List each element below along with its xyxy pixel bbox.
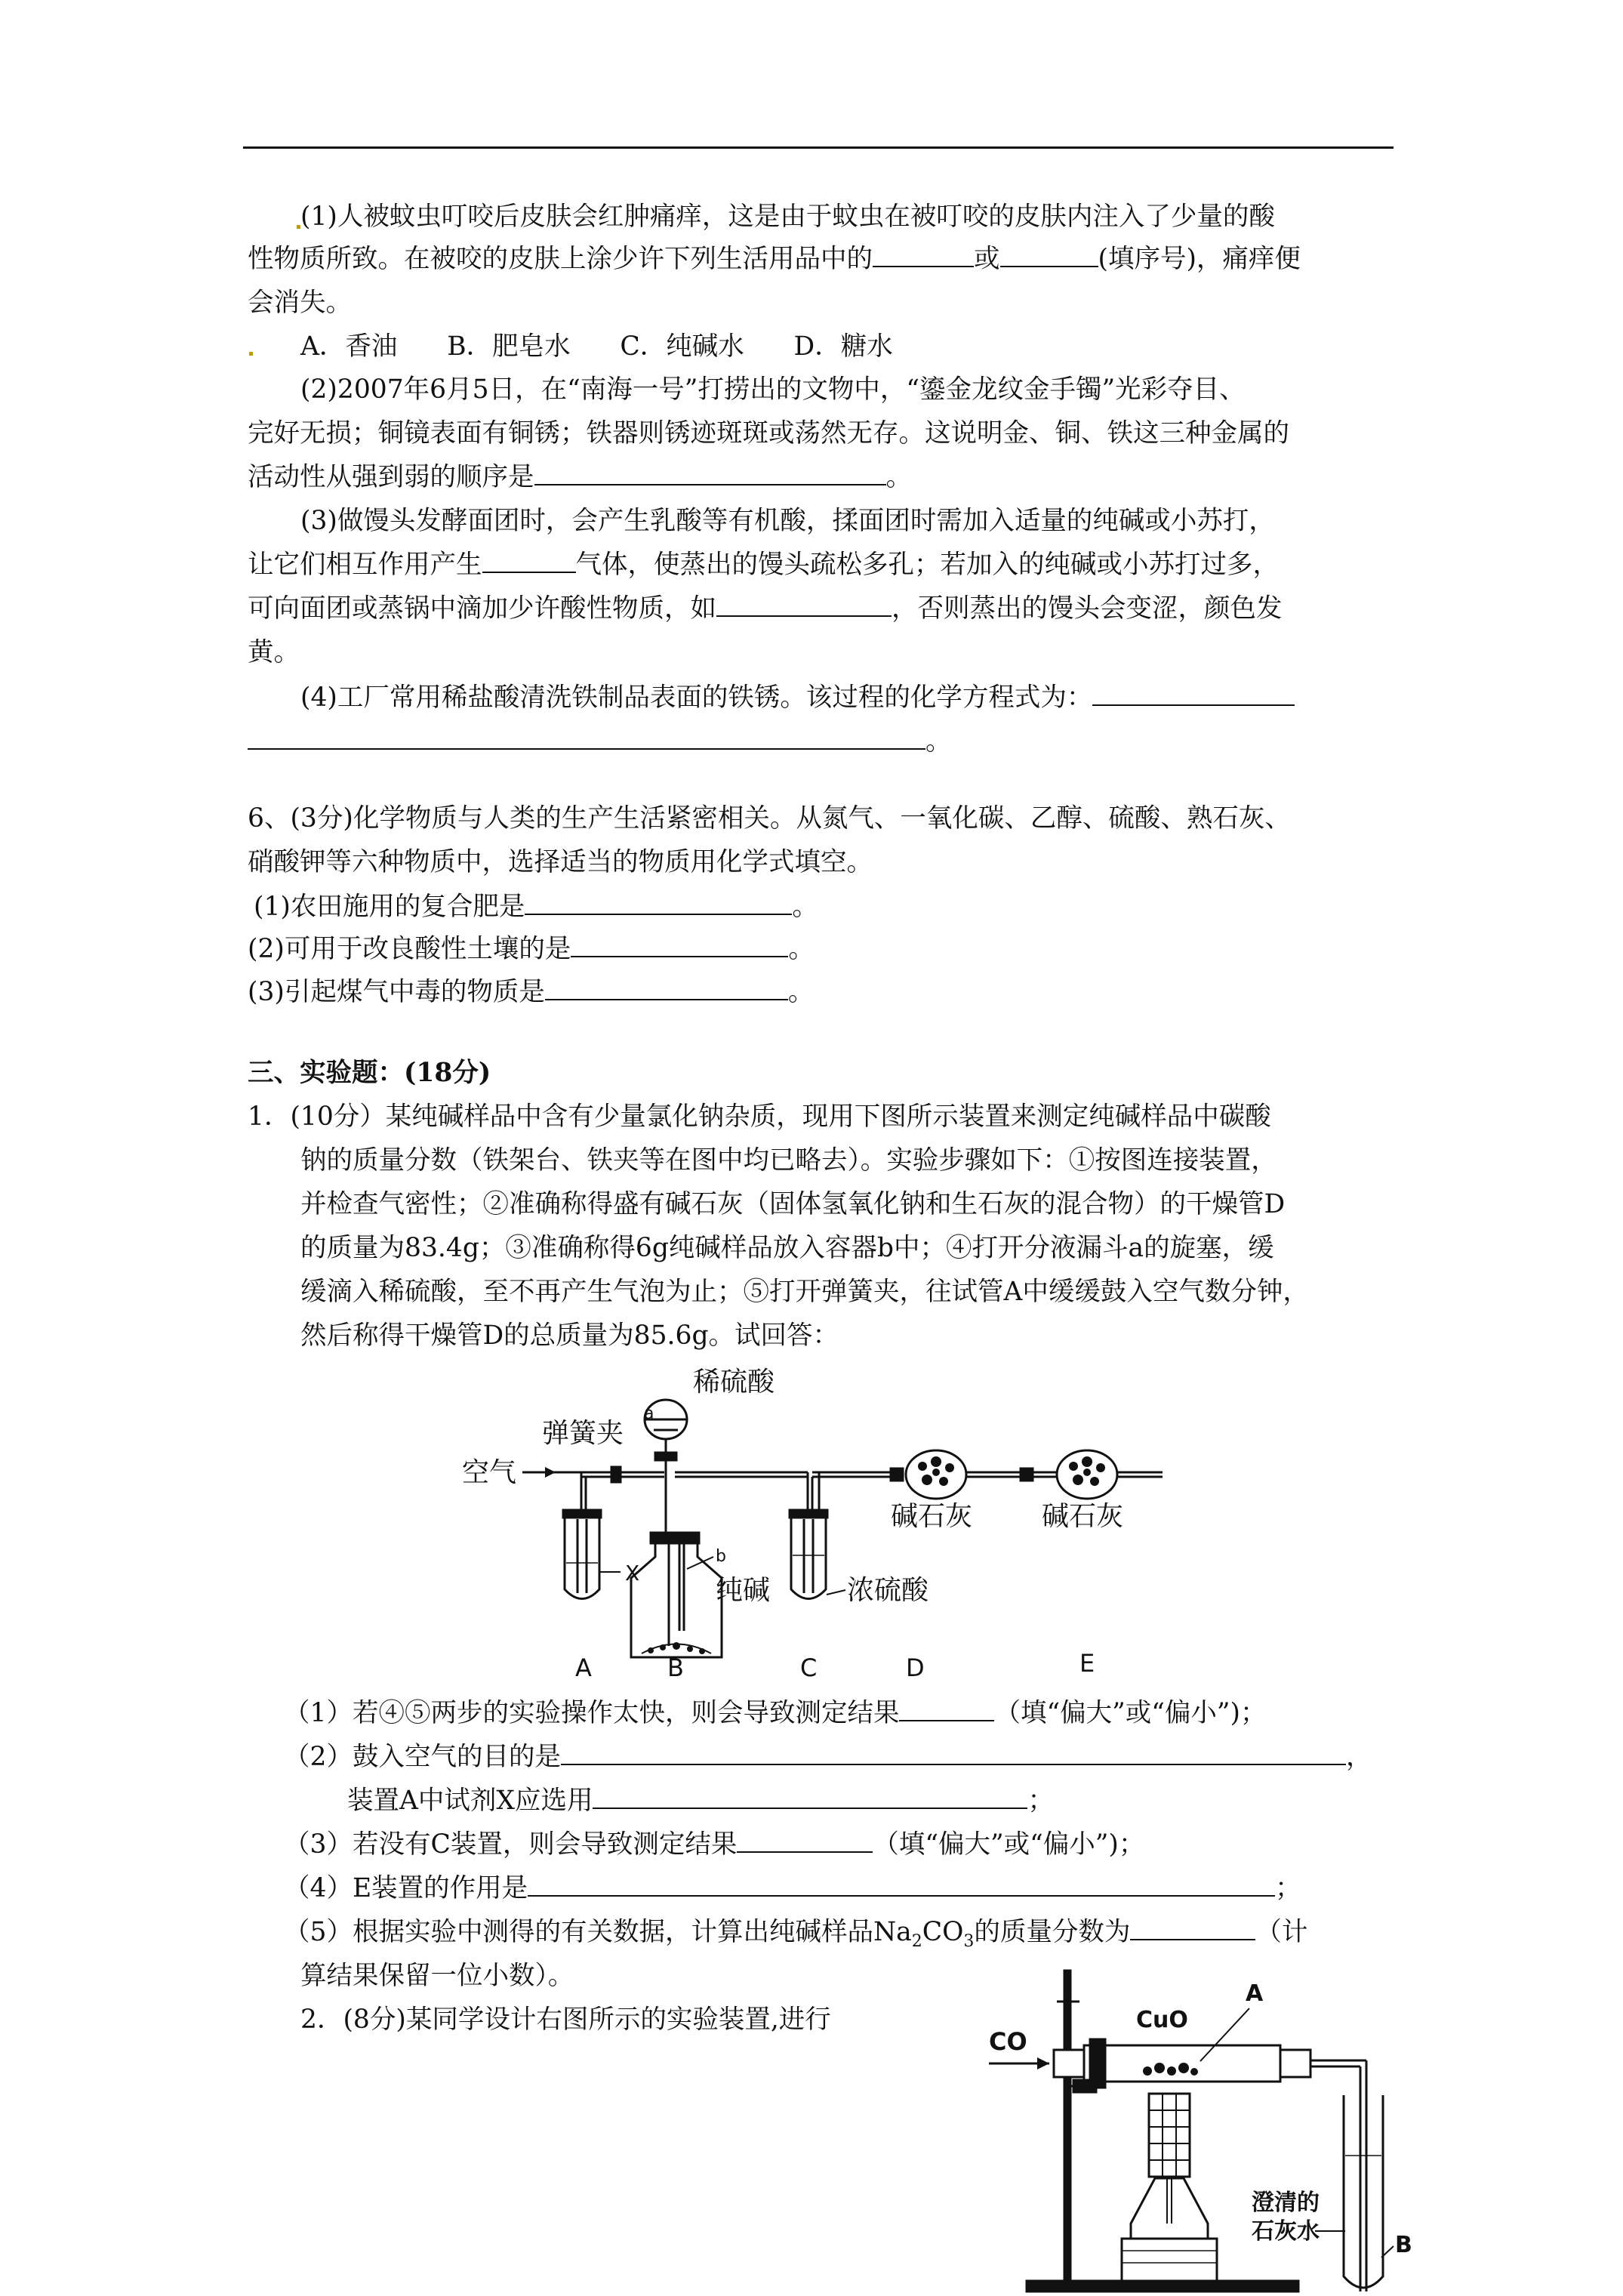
wire-mesh-hood <box>1149 2094 1190 2177</box>
arrow-icon <box>1037 2057 1049 2069</box>
answer-blank[interactable] <box>1000 243 1098 267</box>
answer-blank[interactable] <box>716 593 892 617</box>
exp1-line1: 1．(10分）某纯碱样品中含有少量氯化钠杂质，现用下图所示装置来测定纯碱样品中碳酸 <box>248 1102 1271 1132</box>
label-dilute-sulfuric-acid: 稀硫酸 <box>693 1367 775 1398</box>
exp1-q4: （4）E装置的作用是 ； <box>284 1873 1301 1903</box>
answer-blank[interactable] <box>528 1872 1275 1897</box>
label-limewater-2: 石灰水 <box>1252 2218 1320 2245</box>
lamp-block <box>1122 2239 1217 2281</box>
exp1-q2-reagent: 装置A中试剂X应选用 ； <box>347 1786 1054 1816</box>
connector <box>1021 1469 1033 1481</box>
stopper <box>563 1510 601 1518</box>
soda-powder <box>648 1642 705 1654</box>
stopper-right <box>1280 2050 1310 2077</box>
test-tube-c <box>791 1518 826 1599</box>
label-soda-lime-e: 碱石灰 <box>1042 1501 1124 1532</box>
answer-blank[interactable] <box>482 549 576 573</box>
answer-blank[interactable] <box>561 1741 1346 1765</box>
soda-lime-e <box>1069 1456 1105 1486</box>
q5-2-line3: 活动性从强到弱的顺序是 。 <box>248 462 912 492</box>
q6-line1: 6、(3分)化学物质与人类的生产生活紧密相关。从氮气、一氧化碳、乙醇、硫酸、熟石灰、 <box>248 803 1291 834</box>
answer-blank[interactable] <box>534 461 886 485</box>
answer-blank[interactable] <box>1130 1916 1255 1940</box>
co-reduction-diagram <box>974 1967 1427 2296</box>
label-conc-sulfuric-acid: 浓硫酸 <box>847 1575 929 1606</box>
answer-blank[interactable] <box>873 243 974 267</box>
answer-blank[interactable] <box>525 891 792 915</box>
q5-3-line3: 可向面团或蒸锅中滴加少许酸性物质，如 ，否则蒸出的馒头会变涩，颜色发 <box>248 593 1283 624</box>
soda-lime-d <box>918 1456 954 1486</box>
apparatus-diagram <box>453 1359 1170 1684</box>
header-rule <box>243 146 1394 149</box>
iron-stand-rod <box>1064 1971 1070 2284</box>
q5-3-line4: 黄。 <box>248 637 300 667</box>
stopper-left <box>1054 2050 1084 2077</box>
label-a: A <box>1246 1980 1264 2007</box>
exp1-line2: 钠的质量分数（铁架台、铁夹等在图中均已略去）。实验步骤如下：①按图连接装置， <box>300 1145 1277 1176</box>
label-B: B <box>667 1653 684 1682</box>
answer-blank[interactable] <box>248 726 925 750</box>
exp1-q5-cont: 算结果保留一位小数）。 <box>300 1961 574 1991</box>
q6-sub2: (2)可用于改良酸性土壤的是 。 <box>248 934 815 964</box>
stand-base <box>1027 2281 1298 2291</box>
exp1-line4: 的质量为83.4g；③准确称得6g纯碱样品放入容器b中；④打开分液漏斗a的旋塞，缓 <box>300 1233 1274 1263</box>
q5-1-options: A．香油 B．肥皂水 C．纯碱水 D．糖水 <box>300 331 893 362</box>
q5-3-line1: (3)做馒头发酵面团时，会产生乳酸等有机酸，揉面团时需加入适量的纯碱或小苏打， <box>300 506 1275 536</box>
q5-1-line1: (1)人被蚊虫叮咬后皮肤会红肿痛痒，这是由于蚊虫在被叮咬的皮肤内注入了少量的酸 <box>300 202 1275 232</box>
tube-clamp <box>1090 2039 1105 2088</box>
test-tube-b <box>1344 2095 1383 2288</box>
cuo-powder <box>1143 2063 1198 2076</box>
label-soda-lime-d: 碱石灰 <box>891 1501 973 1532</box>
vessel-b <box>631 1543 722 1657</box>
connector <box>891 1469 903 1481</box>
alcohol-lamp <box>1131 2178 1208 2239</box>
q6-line2: 硝酸钾等六种物质中，选择适当的物质用化学式填空。 <box>248 847 873 877</box>
q5-2-line2: 完好无损；铜镜表面有铜锈；铁器则锈迹斑斑或荡然无存。这说明金、铜、铁这三种金属的 <box>248 418 1289 448</box>
stopper <box>790 1510 827 1518</box>
q5-1-line3: 会消失。 <box>248 288 352 318</box>
spring-clip <box>611 1467 621 1482</box>
label-limewater-1: 澄清的 <box>1252 2190 1320 2216</box>
label-soda: 纯碱 <box>716 1575 771 1606</box>
label-a: a <box>644 1404 654 1423</box>
label-D: D <box>906 1653 925 1682</box>
q5-4-line2: 。 <box>248 720 952 763</box>
exp1-line6: 然后称得干燥管D的总质量为85.6g。试回答： <box>300 1321 839 1351</box>
stopper <box>651 1533 699 1543</box>
q5-4-line1: (4)工厂常用稀盐酸清洗铁制品表面的铁锈。该过程的化学方程式为： <box>300 676 1295 720</box>
section-title: 三、实验题：(18分) <box>248 1058 491 1088</box>
label-cuo: CuO <box>1136 2007 1188 2033</box>
label-b: B <box>1395 2232 1412 2258</box>
label-co: CO <box>989 2027 1027 2056</box>
q6-sub3: (3)引起煤气中毒的物质是 。 <box>248 977 815 1007</box>
label-spring-clip: 弹簧夹 <box>542 1418 624 1449</box>
label-b: b <box>716 1547 726 1566</box>
arrow-icon <box>545 1467 556 1478</box>
stopcock <box>655 1453 676 1460</box>
q6-sub1: (1)农田施用的复合肥是 。 <box>254 892 818 922</box>
answer-blank[interactable] <box>545 976 788 1000</box>
exp1-q5: （5）根据实验中测得的有关数据，计算出纯碱样品$Na_2CO_3$的质量分数为 （计 <box>284 1917 1308 1951</box>
exp1-q2: （2）鼓入空气的目的是 ， <box>284 1742 1372 1772</box>
label-air: 空气 <box>462 1457 517 1488</box>
exp1-q1: （1）若④⑤两步的实验操作太快，则会导致测定结果 （填“偏大”或“偏小”)； <box>284 1698 1267 1728</box>
q5-2-line1: (2)2007年6月5日，在“南海一号”打捞出的文物中，“鎏金龙纹金手镯”光彩夺目、 <box>300 374 1246 405</box>
exp1-line3: 并检查气密性；②准确称得盛有碱石灰（固体氢氧化钠和生石灰的混合物）的干燥管D <box>300 1189 1286 1219</box>
label-C: C <box>800 1653 818 1682</box>
q5-1-line2: 性物质所致。在被咬的皮肤上涂少许下列生活用品中的 或 (填序号)，痛痒便 <box>248 244 1301 274</box>
exp2-line1: 2．(8分)某同学设计右图所示的实验装置,进行 <box>300 2005 831 2035</box>
exp1-line5: 缓滴入稀硫酸，至不再产生气泡为止；⑤打开弹簧夹，往试管A中缓缓鼓入空气数分钟， <box>300 1277 1309 1307</box>
label-E: E <box>1079 1649 1095 1678</box>
answer-blank[interactable] <box>1092 682 1295 706</box>
exp1-q3: （3）若没有C装置，则会导致测定结果 （填“偏大”或“偏小”)； <box>284 1829 1145 1860</box>
label-x: X <box>625 1561 640 1586</box>
q5-3-line2: 让它们相互作用产生 气体，使蒸出的馒头疏松多孔；若加入的纯碱或小苏打过多， <box>248 550 1279 580</box>
answer-blank[interactable] <box>899 1697 994 1721</box>
scan-mark <box>249 352 253 356</box>
answer-blank[interactable] <box>593 1785 1027 1809</box>
answer-blank[interactable] <box>737 1829 873 1853</box>
label-A: A <box>575 1653 592 1682</box>
answer-blank[interactable] <box>571 933 788 957</box>
test-tube-a <box>565 1518 599 1599</box>
